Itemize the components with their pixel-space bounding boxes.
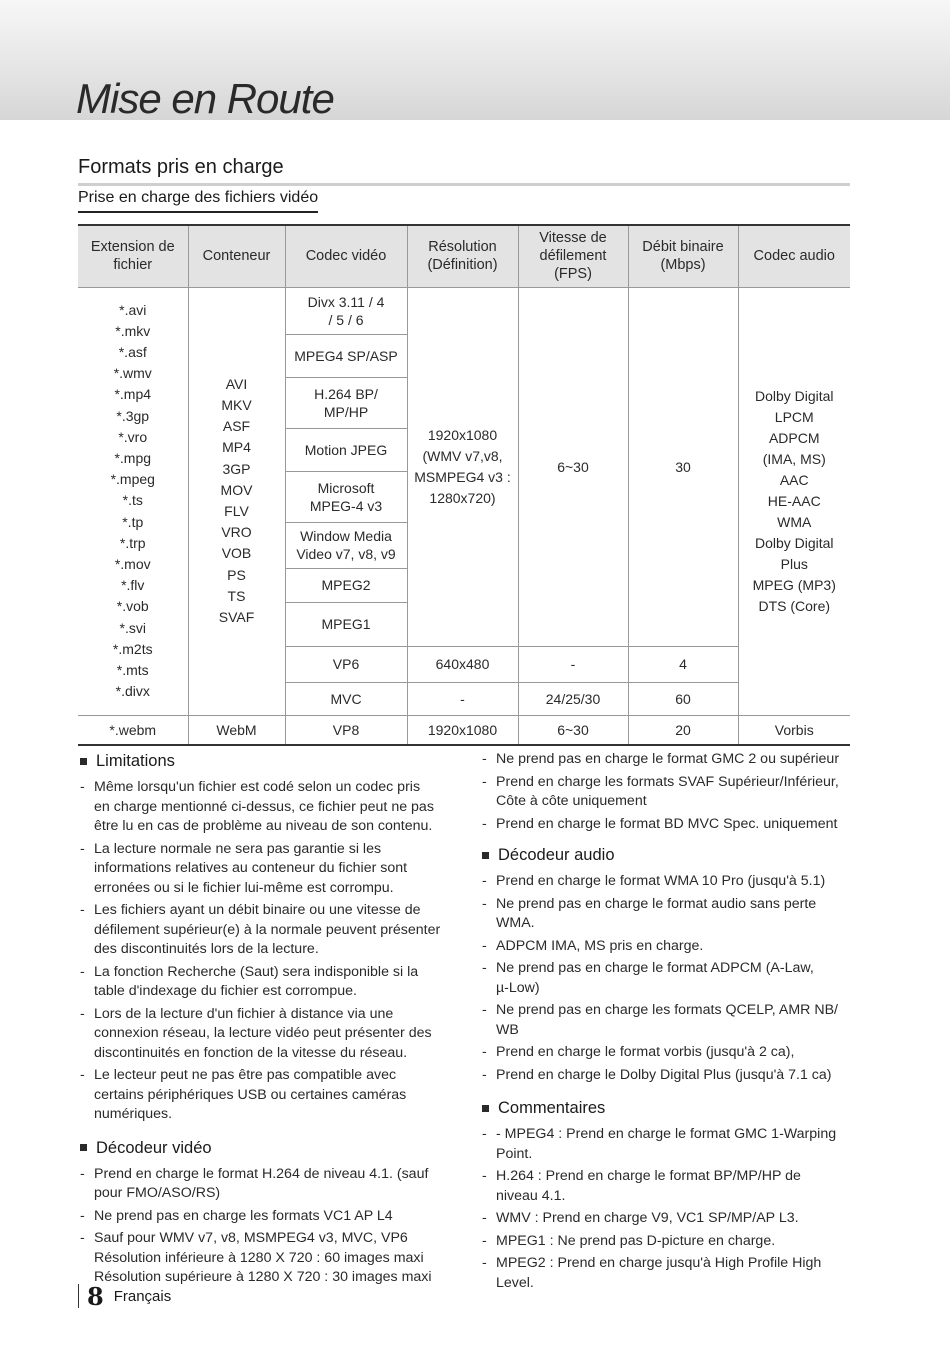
codec-cell [285, 522, 407, 568]
bitrate-cell: 20 [628, 715, 738, 745]
containers-cell [188, 287, 285, 715]
extension-item: *.trp [119, 534, 146, 551]
list-item-line: Point. [496, 1145, 533, 1162]
resolution-line: 1920x1080 [427, 426, 498, 443]
container-item: 3GP [222, 460, 251, 477]
column-header-line: Vitesse de [539, 230, 607, 247]
list-item [480, 773, 852, 812]
list-item-line: connexion réseau, la lecture vidéo peut présenter des [94, 1025, 432, 1041]
square-bullet-icon [482, 1105, 489, 1112]
bitrate-cell: 30 [628, 287, 738, 646]
audio-codec-item: MPEG (MP3) [752, 576, 836, 593]
list-item [480, 959, 852, 998]
extension-item: *.ts [122, 492, 143, 509]
codec-line: Window Media [300, 528, 392, 544]
codec-cell [285, 334, 407, 377]
codec-line: Video v7, v8, v9 [296, 546, 396, 562]
list-item-line: - Le lecteur peut ne pas être pas compatible avec [94, 1067, 397, 1083]
list-item-line: - Prend en charge le format WMA 10 Pro (jusqu'à 5.1) [496, 873, 826, 889]
resolution-cell [407, 287, 518, 646]
table-row-webm [78, 715, 850, 745]
list-item-line: informations relatives au conteneur du fichier sont [94, 860, 408, 876]
column-header [407, 225, 518, 287]
column-header-line: (Définition) [427, 257, 498, 274]
fps-cell: - [518, 646, 628, 682]
audio-codec-item: (IMA, MS) [762, 450, 826, 467]
fps-cell: 24/25/30 [518, 682, 628, 715]
list-item-line: - Prend en charge le Dolby Digital Plus (jusqu'à 7.1 ca) [496, 1066, 832, 1083]
codec-line: Divx 3.11 / 4 [307, 293, 385, 310]
list-item [78, 1165, 448, 1204]
container-item: AVI [225, 375, 248, 392]
extension-item: *.mov [114, 556, 151, 572]
fps-cell: 6~30 [518, 287, 628, 646]
list-item-line: Côte à côte uniquement [496, 793, 647, 809]
extension-item: *.svi [119, 619, 146, 636]
footer-language: Français [113, 1287, 172, 1305]
codec-line: MPEG1 [321, 616, 371, 632]
list-item [78, 1229, 448, 1288]
list-item [480, 1066, 852, 1086]
codec-line: Microsoft [317, 479, 375, 496]
audio-codec-item: Dolby Digital [754, 387, 834, 404]
list-item-line: - La lecture normale ne sera pas garantie si les [94, 840, 382, 857]
list-item-line: - Prend en charge le format BD MVC Spec. uniquement [496, 815, 838, 832]
list-item-line: - Prend en charge le format vorbis (jusqu'à 2 ca), [496, 1044, 795, 1060]
list-item [480, 750, 852, 770]
codec-cell: VP8 [285, 715, 407, 745]
codec-line: MPEG-4 v3 [309, 497, 383, 514]
codec-cell: VP6 [285, 646, 407, 682]
resolution-line: 1280x720) [429, 489, 496, 506]
resolution-line: (WMV v7,v8, [422, 447, 503, 464]
extension-cell: *.webm [78, 715, 188, 745]
audio-codec-item: Plus [780, 555, 808, 572]
list-item-line: - Ne prend pas en charge les formats QCELP, AMR NB/ [496, 1002, 838, 1018]
list-item [78, 840, 448, 899]
list-item-line: table d'indexage du fichier est corrompue. [94, 983, 357, 999]
codec-cell [285, 471, 407, 522]
page-number: 8 [87, 1281, 104, 1311]
list-item-line: niveau 4.1. [496, 1187, 566, 1204]
audio-codec-item: ADPCM [768, 429, 820, 446]
extension-item: *.avi [119, 301, 147, 318]
extension-item: *.mpeg [110, 471, 155, 488]
extension-item: *.mts [116, 662, 149, 679]
codec-cell [285, 377, 407, 428]
codec-cell [285, 568, 407, 602]
column-header-line: (Mbps) [660, 257, 706, 274]
list-item [78, 901, 448, 960]
bullet-list [480, 1125, 852, 1293]
list-item [480, 1167, 852, 1206]
extension-item: *.mp4 [114, 386, 152, 403]
codec-cell [285, 602, 407, 646]
extension-item: *.tp [122, 513, 144, 530]
list-item [480, 937, 852, 957]
list-item-line: WB [496, 1021, 519, 1038]
list-item-line: µ-Low) [496, 979, 540, 996]
list-item-line: - Ne prend pas en charge les formats VC1 AP L4 [94, 1207, 393, 1224]
codec-line: MPEG2 [321, 577, 371, 593]
list-item-line: - Ne prend pas en charge le format ADPCM (A-Law, [496, 960, 814, 976]
bitrate-cell: 4 [628, 646, 738, 682]
bullet-list [480, 872, 852, 1085]
container-item: MP4 [222, 439, 251, 456]
page-footer [78, 1283, 171, 1309]
codec-line: / 5 / 6 [328, 311, 364, 328]
list-item [78, 1005, 448, 1064]
column-header-line: Codec audio [753, 248, 835, 265]
container-item: SVAF [218, 609, 255, 626]
section-heading-text: Limitations [96, 752, 175, 770]
section-heading [78, 1137, 448, 1159]
codec-line: MPEG4 SP/ASP [294, 347, 398, 364]
chapter-title: Mise en Route [76, 75, 334, 122]
subsection-title: Prise en charge des fichiers vidéo [78, 189, 318, 213]
audio-codec-item: DTS (Core) [758, 597, 831, 614]
section-heading-text: Commentaires [498, 1099, 606, 1117]
list-item-line: WMA. [496, 915, 535, 931]
resolution-cell: - [407, 682, 518, 715]
list-item-line: - H.264 : Prend en charge le format BP/MP/HP de [496, 1168, 801, 1184]
list-item-line: Résolution inférieure à 1280 X 720 : 60 images maxi [94, 1249, 424, 1266]
list-item-line: - - MPEG4 : Prend en charge le format GMC 1-Warping [496, 1126, 837, 1142]
square-bullet-icon [80, 758, 87, 765]
list-item [480, 1125, 852, 1164]
codec-line: H.264 BP/ [314, 385, 378, 402]
extension-item: *.3gp [116, 407, 150, 424]
list-item-line: discontinuités en fonction de la vitesse du réseau. [94, 1044, 408, 1061]
section-heading [78, 750, 448, 772]
list-item-line: - ADPCM IMA, MS pris en charge. [496, 937, 704, 954]
list-item-line: - Sauf pour WMV v7, v8, MSMPEG4 v3, MVC, VP6 [94, 1230, 408, 1246]
list-item-line: numériques. [94, 1106, 173, 1122]
extension-item: *.wmv [113, 365, 152, 382]
section-rule [78, 183, 850, 186]
list-item-line: - La fonction Recherche (Saut) sera indisponible si la [94, 963, 419, 980]
container-item: VRO [221, 524, 252, 541]
list-item-line: erronées ou si le fichier lui-même est corrompu. [94, 879, 394, 896]
column-header [285, 225, 407, 287]
extension-item: *.divx [115, 683, 150, 700]
column-header-line: Résolution [428, 239, 497, 256]
list-item-line: des discontinuités lors de la lecture. [94, 941, 319, 957]
codec-cell [285, 428, 407, 471]
extension-item: *.flv [121, 577, 145, 594]
codec-line: MP/HP [323, 403, 369, 420]
audio-codec-cell [738, 287, 850, 715]
list-item [480, 1001, 852, 1040]
list-item-line: pour FMO/ASO/RS) [94, 1185, 221, 1201]
section-heading [480, 1097, 852, 1119]
right-column [480, 750, 852, 1305]
bullet-list [480, 750, 852, 834]
audio-codec-item: WMA [777, 513, 812, 530]
video-formats-table [78, 224, 850, 746]
extension-item: *.asf [118, 343, 147, 360]
column-header [628, 225, 738, 287]
container-item: ASF [222, 418, 251, 435]
column-header-line: fichier [113, 257, 153, 274]
container-item: FLV [224, 503, 249, 519]
list-item [78, 1207, 448, 1227]
extension-item: *.vro [118, 428, 148, 445]
audio-codec-cell: Vorbis [738, 715, 850, 745]
list-item-line: certains périphériques USB ou certaines caméras [94, 1086, 407, 1103]
extension-item: *.m2ts [112, 640, 153, 657]
list-item [480, 872, 852, 892]
list-item-line: en charge mentionné ci-dessus, ce fichier peut ne pas [94, 798, 434, 815]
bitrate-cell: 60 [628, 682, 738, 715]
codec-cell [285, 287, 407, 334]
list-item-line: - WMV : Prend en charge V9, VC1 SP/MP/AP L3. [496, 1210, 799, 1226]
codec-line: Motion JPEG [304, 441, 388, 458]
audio-codec-item: AAC [779, 471, 809, 488]
column-header [188, 225, 285, 287]
column-header-line: Débit binaire [642, 239, 724, 256]
column-header-line: Codec vidéo [305, 248, 387, 265]
list-item [78, 1066, 448, 1125]
list-item-line: Level. [496, 1274, 534, 1291]
container-item: MOV [220, 481, 253, 498]
container-item: MKV [221, 396, 252, 413]
audio-codec-item: Dolby Digital [754, 534, 834, 551]
list-item-line: - MPEG2 : Prend en charge jusqu'à High Profile High [496, 1255, 822, 1271]
codec-cell: MVC [285, 682, 407, 715]
list-item [480, 1254, 852, 1293]
resolution-cell: 640x480 [407, 646, 518, 682]
column-header-line: Conteneur [202, 248, 271, 265]
list-item-line: défilement supérieur(e) à la normale peuvent présenter [94, 921, 441, 938]
container-cell: WebM [188, 715, 285, 745]
list-item-line: Résolution supérieure à 1280 X 720 : 30 images maxi [94, 1269, 432, 1285]
list-item-line: - MPEG1 : Ne prend pas D-picture en charge. [496, 1232, 776, 1249]
list-item-line: - Prend en charge les formats SVAF Supérieur/Inférieur, [496, 773, 839, 790]
list-item-line: être lu en cas de problème au niveau de son contenu. [94, 818, 433, 834]
list-item-line: - Prend en charge le format H.264 de niveau 4.1. (sauf [94, 1165, 429, 1182]
square-bullet-icon [80, 1144, 87, 1151]
extension-item: *.mpg [114, 449, 152, 466]
container-item: VOB [221, 545, 252, 562]
resolution-cell: 1920x1080 [407, 715, 518, 745]
column-header [518, 225, 628, 287]
list-item [480, 895, 852, 934]
list-item [480, 1232, 852, 1252]
column-header-line: défilement [539, 248, 607, 265]
list-item [78, 778, 448, 837]
square-bullet-icon [482, 852, 489, 859]
column-header [78, 225, 188, 287]
container-item: TS [227, 587, 246, 604]
extension-item: *.mkv [115, 322, 151, 339]
audio-codec-item: LPCM [774, 408, 814, 425]
table-row [78, 287, 850, 334]
list-item [78, 963, 448, 1002]
extensions-cell [78, 287, 188, 715]
bullet-list [78, 778, 448, 1125]
audio-codec-item: HE-AAC [767, 492, 821, 509]
section-title: Formats pris en charge [78, 156, 284, 178]
list-item-line: - Lors de la lecture d'un fichier à distance via une [94, 1005, 394, 1022]
table-header-row [78, 225, 850, 287]
list-item [480, 815, 852, 835]
list-item-line: - Les fichiers ayant un débit binaire ou une vitesse de [94, 902, 421, 918]
left-column [78, 750, 448, 1300]
column-header-line: (FPS) [554, 266, 592, 283]
bullet-list [78, 1165, 448, 1288]
extension-item: *.vob [116, 598, 149, 615]
section-heading-text: Décodeur audio [498, 846, 615, 864]
list-item-line: - Ne prend pas en charge le format audio sans perte [496, 895, 817, 912]
column-header-line: Extension de [90, 239, 175, 256]
section-heading [480, 844, 852, 866]
fps-cell: 6~30 [518, 715, 628, 745]
section-heading-text: Décodeur vidéo [96, 1138, 212, 1157]
resolution-line: MSMPEG4 v3 : [414, 468, 511, 485]
container-item: PS [227, 566, 246, 583]
column-header [738, 225, 850, 287]
list-item [480, 1043, 852, 1063]
footer-divider [78, 1284, 79, 1308]
list-item-line: - Même lorsqu'un fichier est codé selon un codec pris [94, 779, 421, 795]
list-item-line: - Ne prend pas en charge le format GMC 2 ou supérieur [496, 751, 840, 767]
list-item [480, 1209, 852, 1229]
